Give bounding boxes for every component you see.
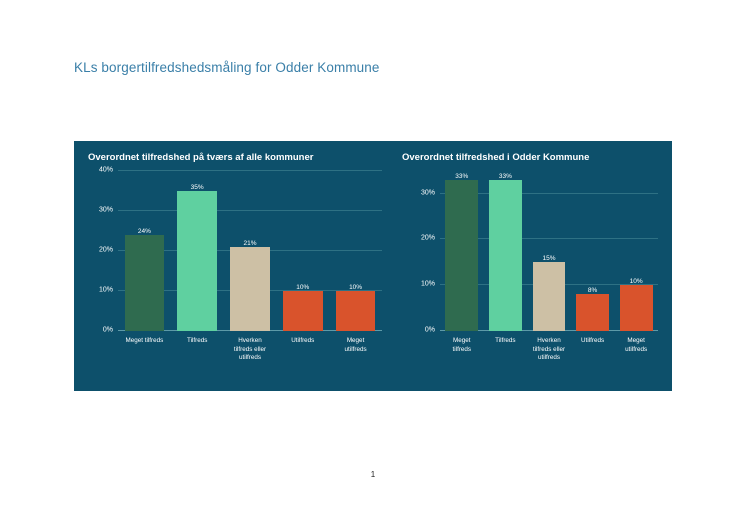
bar-item bbox=[125, 171, 165, 331]
y-tick-label: 20% bbox=[420, 234, 435, 242]
bar-item bbox=[283, 171, 323, 331]
bar-value-label: 15% bbox=[542, 255, 556, 263]
chart-title: Overordnet tilfredshed på tværs af alle kommuner bbox=[88, 152, 314, 163]
bar-value-label: 33% bbox=[455, 173, 469, 181]
y-tick-label: 10% bbox=[420, 280, 435, 288]
bar bbox=[125, 235, 165, 331]
y-tick-label: 30% bbox=[98, 206, 113, 214]
bar-value-label: 24% bbox=[137, 228, 151, 235]
category-label: Utilfreds bbox=[291, 337, 315, 344]
bar-item bbox=[533, 171, 566, 331]
page-title: KLs borgertilfredshedsmåling for Odder Kommune bbox=[74, 60, 380, 75]
category-labels bbox=[118, 337, 382, 363]
bar-item bbox=[489, 171, 522, 331]
category-label: Meget tilfreds bbox=[125, 337, 164, 344]
bar-item bbox=[230, 171, 270, 331]
category-label: Hverken tilfreds eller utilfreds bbox=[233, 337, 267, 361]
chart-all-municipalities bbox=[74, 141, 396, 391]
bar-value-label: 10% bbox=[296, 284, 310, 291]
bar bbox=[533, 262, 566, 331]
bar-value-label: 10% bbox=[629, 278, 643, 286]
charts-panel bbox=[74, 141, 672, 391]
bar bbox=[620, 285, 653, 331]
category-label: Meget utilfreds bbox=[344, 337, 367, 353]
bar bbox=[230, 247, 270, 331]
bar bbox=[336, 291, 376, 331]
category-label: Meget utilfreds bbox=[625, 337, 648, 353]
chart-title: Overordnet tilfredshed i Odder Kommune bbox=[402, 152, 590, 163]
category-label: Tilfreds bbox=[186, 337, 208, 344]
bar-value-label: 33% bbox=[498, 173, 512, 181]
category-label: Hverken tilfreds eller utilfreds bbox=[532, 337, 566, 361]
y-tick-label: 20% bbox=[98, 246, 113, 254]
category-labels bbox=[440, 337, 658, 363]
bar bbox=[445, 180, 478, 331]
category-label: Meget tilfreds bbox=[452, 337, 472, 353]
bar-item bbox=[576, 171, 609, 331]
bar-item bbox=[445, 171, 478, 331]
bar-value-label: 10% bbox=[349, 284, 363, 291]
bar bbox=[177, 191, 217, 331]
y-tick-label: 0% bbox=[102, 326, 113, 334]
chart-odder-kommune bbox=[396, 141, 672, 391]
bar bbox=[283, 291, 323, 331]
bar bbox=[489, 180, 522, 331]
bar bbox=[576, 294, 609, 331]
y-tick-label: 30% bbox=[420, 189, 435, 197]
category-label: Tilfreds bbox=[495, 337, 516, 344]
plot-area bbox=[98, 166, 382, 334]
bar-value-label: 21% bbox=[243, 240, 257, 247]
bar-item bbox=[336, 171, 376, 331]
y-tick-label: 10% bbox=[98, 286, 113, 294]
category-label: Utilfreds bbox=[581, 337, 605, 344]
bar-value-label: 35% bbox=[190, 184, 204, 191]
bar-group bbox=[118, 171, 382, 331]
y-tick-label: 40% bbox=[98, 166, 113, 174]
plot-area bbox=[420, 171, 658, 334]
bar-value-label: 8% bbox=[587, 287, 598, 295]
bar-item bbox=[177, 171, 217, 331]
bar-group bbox=[440, 171, 658, 331]
y-tick-label: 0% bbox=[424, 326, 435, 334]
bar-item bbox=[620, 171, 653, 331]
page-number: 1 bbox=[370, 470, 376, 479]
